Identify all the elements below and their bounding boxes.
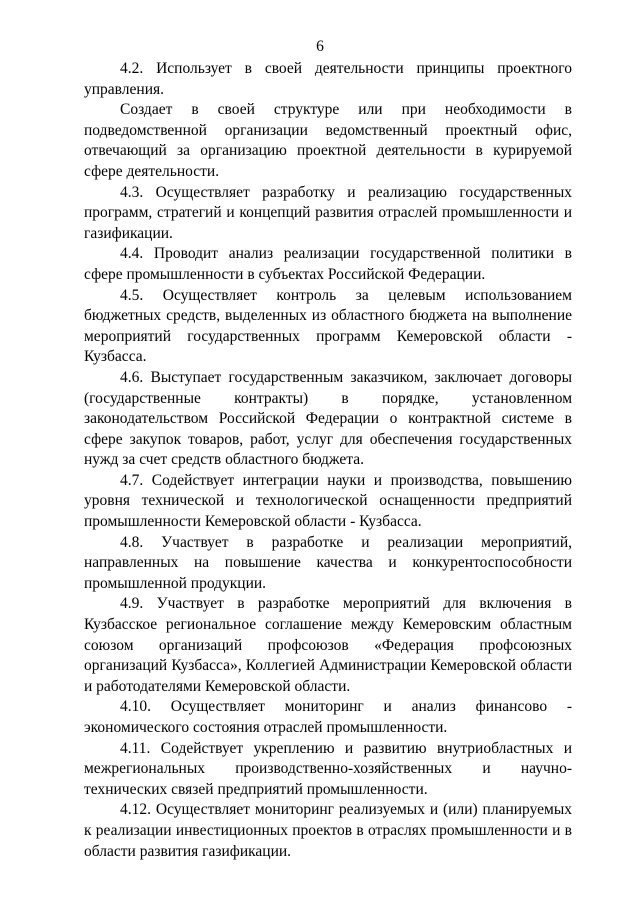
paragraph-4-9: 4.9. Участвует в разработке мероприятий для включения в Кузбасское региональное соглашение между Кемеровским областным союзом организаций профсоюзов «Федерация профсоюзных организаций Кузбасса», Коллегией Администрации Кемеровской области и работодателями Кемеровской области. bbox=[84, 595, 572, 695]
paragraph-4-5: 4.5. Осуществляет контроль за целевым использованием бюджетных средств, выделенных из областного бюджета на выполнение мероприятий государственных программ Кемеровской области - Кузбасса. bbox=[84, 286, 572, 366]
paragraph-4-10: 4.10. Осуществляет мониторинг и анализ финансово - экономического состояния отраслей промышленности. bbox=[84, 698, 572, 736]
paragraph-4-7: 4.7. Содействует интеграции науки и производства, повышению уровня технической и технологической оснащенности предприятий промышленности Кемеровской области - Кузбасса. bbox=[84, 471, 572, 531]
page-number: 6 bbox=[316, 38, 324, 55]
document-body bbox=[84, 59, 572, 862]
paragraph-4-2-project-office: Создает в своей структуре или при необходимости в подведомственной организации ведомственный проектный офис, отвечающий за организацию проектной деятельности в курируемой сфере деятельности. bbox=[84, 101, 572, 180]
paragraph-4-11: 4.11. Содействует укреплению и развитию внутриобластных и межрегиональных производственно-хозяйственных и научно-технических связей предприятий промышленности. bbox=[84, 739, 572, 798]
paragraph-4-2: 4.2. Использует в своей деятельности принципы проектного управления. bbox=[84, 60, 572, 98]
paragraph-4-8: 4.8. Участвует в разработке и реализации мероприятий, направленных на повышение качества и конкурентоспособности промышленной продукции. bbox=[84, 533, 572, 592]
paragraph-4-3: 4.3. Осуществляет разработку и реализацию государственных программ, стратегий и концепций развития отраслей промышленности и газификации. bbox=[84, 183, 572, 242]
paragraph-4-6: 4.6. Выступает государственным заказчиком, заключает договоры (государственные контракты) в порядке, установленном законодательством Российской Федерации о контрактной системе в сфере закупок товаров, работ, услуг для обеспечения государственных нужд за счет средств областного бюджета. bbox=[84, 368, 572, 469]
paragraph-4-12: 4.12. Осуществляет мониторинг реализуемых и (или) планируемых к реализации инвестиционных проектов в отраслях промышленности и в области развития газификации. bbox=[84, 801, 572, 860]
paragraph-4-4: 4.4. Проводит анализ реализации государственной политики в сфере промышленности в субъектах Российской Федерации. bbox=[84, 245, 572, 283]
